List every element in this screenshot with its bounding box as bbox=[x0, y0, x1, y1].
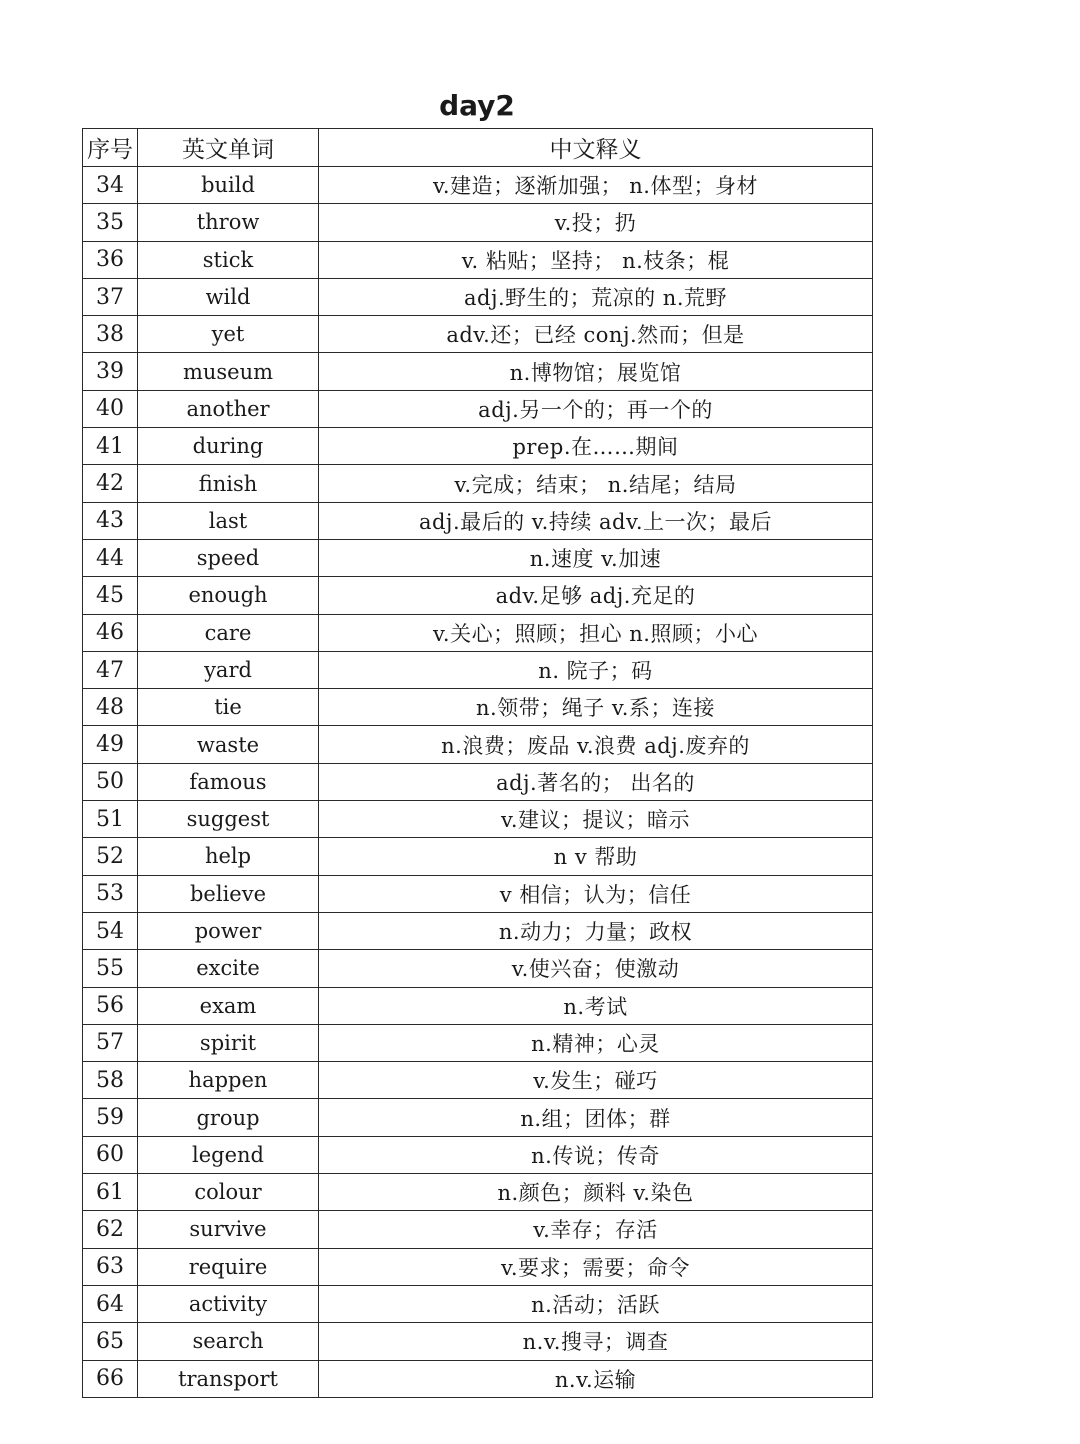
row-number: 38 bbox=[83, 316, 138, 353]
row-word: build bbox=[138, 167, 319, 204]
row-definition: n v 帮助 bbox=[319, 838, 873, 875]
row-definition: n.传说；传奇 bbox=[319, 1136, 873, 1173]
row-definition: adj.另一个的；再一个的 bbox=[319, 390, 873, 427]
row-definition: n.v.搜寻；调查 bbox=[319, 1323, 873, 1360]
row-definition: adj.最后的 v.持续 adv.上一次；最后 bbox=[319, 502, 873, 539]
row-number: 43 bbox=[83, 502, 138, 539]
table-row bbox=[83, 689, 873, 726]
row-number: 45 bbox=[83, 577, 138, 614]
table-row bbox=[83, 539, 873, 576]
row-word: tie bbox=[138, 689, 319, 726]
row-definition: n.速度 v.加速 bbox=[319, 539, 873, 576]
row-number: 63 bbox=[83, 1248, 138, 1285]
table-row bbox=[83, 1211, 873, 1248]
page-title: day2 bbox=[439, 89, 515, 122]
row-definition: n. 院子；码 bbox=[319, 651, 873, 688]
row-word: colour bbox=[138, 1174, 319, 1211]
row-number: 62 bbox=[83, 1211, 138, 1248]
row-word: waste bbox=[138, 726, 319, 763]
row-number: 51 bbox=[83, 801, 138, 838]
row-word: throw bbox=[138, 204, 319, 241]
row-word: excite bbox=[138, 950, 319, 987]
row-word: last bbox=[138, 502, 319, 539]
table-row bbox=[83, 204, 873, 241]
row-word: during bbox=[138, 428, 319, 465]
table-row bbox=[83, 1136, 873, 1173]
table-row bbox=[83, 167, 873, 204]
row-number: 50 bbox=[83, 763, 138, 800]
row-definition: n.动力；力量；政权 bbox=[319, 912, 873, 949]
table-row bbox=[83, 428, 873, 465]
row-definition: n.领带；绳子 v.系；连接 bbox=[319, 689, 873, 726]
row-definition: adj.著名的； 出名的 bbox=[319, 763, 873, 800]
table-row bbox=[83, 838, 873, 875]
row-definition: adv.足够 adj.充足的 bbox=[319, 577, 873, 614]
row-word: speed bbox=[138, 539, 319, 576]
row-definition: v.投；扔 bbox=[319, 204, 873, 241]
row-number: 35 bbox=[83, 204, 138, 241]
row-word: search bbox=[138, 1323, 319, 1360]
row-definition: adv.还；已经 conj.然而；但是 bbox=[319, 316, 873, 353]
table-row bbox=[83, 1174, 873, 1211]
row-number: 55 bbox=[83, 950, 138, 987]
row-word: happen bbox=[138, 1062, 319, 1099]
row-definition: prep.在……期间 bbox=[319, 428, 873, 465]
row-number: 44 bbox=[83, 539, 138, 576]
row-word: require bbox=[138, 1248, 319, 1285]
row-number: 57 bbox=[83, 1024, 138, 1061]
row-word: spirit bbox=[138, 1024, 319, 1061]
row-word: stick bbox=[138, 241, 319, 278]
vocabulary-table bbox=[82, 128, 873, 1398]
table-row bbox=[83, 1062, 873, 1099]
header-word: 英文单词 bbox=[138, 129, 319, 167]
row-word: transport bbox=[138, 1360, 319, 1397]
row-number: 56 bbox=[83, 987, 138, 1024]
row-word: care bbox=[138, 614, 319, 651]
row-number: 42 bbox=[83, 465, 138, 502]
row-number: 47 bbox=[83, 651, 138, 688]
table-row bbox=[83, 390, 873, 427]
table-row bbox=[83, 241, 873, 278]
row-number: 53 bbox=[83, 875, 138, 912]
table-row bbox=[83, 1285, 873, 1322]
row-word: activity bbox=[138, 1285, 319, 1322]
table-row bbox=[83, 987, 873, 1024]
row-definition: n.考试 bbox=[319, 987, 873, 1024]
row-number: 48 bbox=[83, 689, 138, 726]
table-row bbox=[83, 801, 873, 838]
row-definition: n.精神；心灵 bbox=[319, 1024, 873, 1061]
row-number: 65 bbox=[83, 1323, 138, 1360]
row-word: another bbox=[138, 390, 319, 427]
row-number: 40 bbox=[83, 390, 138, 427]
row-definition: v.建造；逐渐加强； n.体型；身材 bbox=[319, 167, 873, 204]
row-number: 58 bbox=[83, 1062, 138, 1099]
row-word: wild bbox=[138, 278, 319, 315]
row-word: famous bbox=[138, 763, 319, 800]
row-word: museum bbox=[138, 353, 319, 390]
row-number: 46 bbox=[83, 614, 138, 651]
row-definition: v 相信；认为；信任 bbox=[319, 875, 873, 912]
row-definition: v.幸存；存活 bbox=[319, 1211, 873, 1248]
row-definition: v.建议；提议；暗示 bbox=[319, 801, 873, 838]
table-row bbox=[83, 353, 873, 390]
row-word: exam bbox=[138, 987, 319, 1024]
row-number: 37 bbox=[83, 278, 138, 315]
row-definition: n.组；团体；群 bbox=[319, 1099, 873, 1136]
table-row bbox=[83, 875, 873, 912]
table-row bbox=[83, 577, 873, 614]
header-number: 序号 bbox=[83, 129, 138, 167]
row-definition: v.完成；结束； n.结尾；结局 bbox=[319, 465, 873, 502]
row-number: 41 bbox=[83, 428, 138, 465]
row-definition: n.浪费；废品 v.浪费 adj.废弃的 bbox=[319, 726, 873, 763]
row-definition: n.v.运输 bbox=[319, 1360, 873, 1397]
table-row bbox=[83, 1248, 873, 1285]
table-row bbox=[83, 316, 873, 353]
row-word: legend bbox=[138, 1136, 319, 1173]
row-number: 39 bbox=[83, 353, 138, 390]
row-number: 66 bbox=[83, 1360, 138, 1397]
row-number: 60 bbox=[83, 1136, 138, 1173]
row-definition: v. 粘贴；坚持； n.枝条；棍 bbox=[319, 241, 873, 278]
row-number: 61 bbox=[83, 1174, 138, 1211]
table-row bbox=[83, 1323, 873, 1360]
table-row bbox=[83, 1024, 873, 1061]
table-body bbox=[83, 167, 873, 1398]
row-definition: v.关心；照顾；担心 n.照顾；小心 bbox=[319, 614, 873, 651]
row-word: help bbox=[138, 838, 319, 875]
row-number: 49 bbox=[83, 726, 138, 763]
table-row bbox=[83, 950, 873, 987]
row-word: enough bbox=[138, 577, 319, 614]
row-number: 36 bbox=[83, 241, 138, 278]
row-word: suggest bbox=[138, 801, 319, 838]
row-number: 54 bbox=[83, 912, 138, 949]
table-header-row bbox=[83, 129, 873, 167]
table-row bbox=[83, 912, 873, 949]
row-definition: v.发生；碰巧 bbox=[319, 1062, 873, 1099]
row-definition: n.博物馆；展览馆 bbox=[319, 353, 873, 390]
table-row bbox=[83, 651, 873, 688]
table-row bbox=[83, 1360, 873, 1397]
table-row bbox=[83, 502, 873, 539]
row-word: believe bbox=[138, 875, 319, 912]
table-row bbox=[83, 278, 873, 315]
table-row bbox=[83, 465, 873, 502]
row-word: survive bbox=[138, 1211, 319, 1248]
table-row bbox=[83, 726, 873, 763]
row-definition: n.颜色；颜料 v.染色 bbox=[319, 1174, 873, 1211]
row-number: 64 bbox=[83, 1285, 138, 1322]
table-row bbox=[83, 763, 873, 800]
row-number: 34 bbox=[83, 167, 138, 204]
row-definition: v.使兴奋；使激动 bbox=[319, 950, 873, 987]
row-word: power bbox=[138, 912, 319, 949]
row-number: 52 bbox=[83, 838, 138, 875]
row-definition: n.活动；活跃 bbox=[319, 1285, 873, 1322]
header-definition: 中文释义 bbox=[319, 129, 873, 167]
row-word: group bbox=[138, 1099, 319, 1136]
row-number: 59 bbox=[83, 1099, 138, 1136]
row-word: yard bbox=[138, 651, 319, 688]
row-definition: adj.野生的；荒凉的 n.荒野 bbox=[319, 278, 873, 315]
row-definition: v.要求；需要；命令 bbox=[319, 1248, 873, 1285]
table-row bbox=[83, 1099, 873, 1136]
row-word: finish bbox=[138, 465, 319, 502]
table-row bbox=[83, 614, 873, 651]
row-word: yet bbox=[138, 316, 319, 353]
